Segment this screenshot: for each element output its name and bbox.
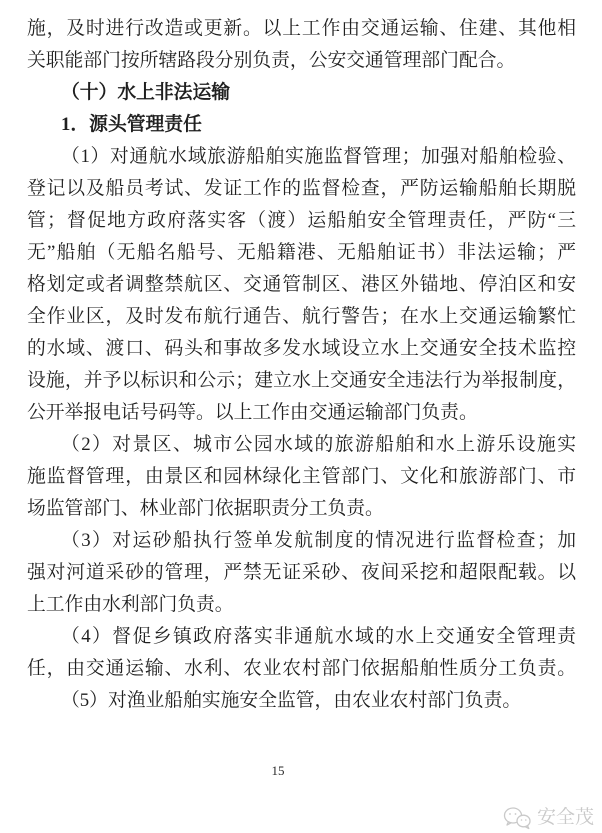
paragraph-line: 关职能部门按所辖路段分别负责，公安交通管理部门配合。 — [27, 50, 516, 71]
paragraph-line: 登记以及船员考试、发证工作的监督检查，严防运输船舶长期脱 — [27, 178, 576, 199]
paragraph-line: （3）对运砂船执行签单发航制度的情况进行监督检查；加 — [61, 530, 576, 551]
paragraph-line: 场监管部门、林业部门依据职责分工负责。 — [27, 498, 384, 519]
paragraph-line: 上工作由水利部门负责。 — [27, 594, 234, 615]
paragraph-line: 的水域、渡口、码头和事故多发水域设立水上交通安全技术监控 — [27, 338, 576, 359]
paragraph-line: 施监督管理，由景区和园林绿化主管部门、文化和旅游部门、市 — [27, 466, 576, 487]
document-body — [27, 13, 576, 717]
paragraph-line: 无”船舶（无船名船号、无船籍港、无船舶证书）非法运输；严 — [27, 242, 576, 263]
watermark-label: 安全茂 — [536, 807, 594, 828]
paragraph-line: 公开举报电话号码等。以上工作由交通运输部门负责。 — [27, 402, 478, 423]
section-heading: （十）水上非法运输 — [61, 82, 231, 103]
watermark — [502, 806, 594, 830]
paragraph-line: 施，及时进行改造或更新。以上工作由交通运输、住建、其他相 — [27, 18, 576, 39]
paragraph-line: 强对河道采砂的管理，严禁无证采砂、夜间采挖和超限配载。以 — [27, 562, 576, 583]
paragraph-line: 设施，并予以标识和公示；建立水上交通安全违法行为举报制度， — [27, 370, 576, 391]
paragraph-line: 任，由交通运输、水利、农业农村部门依据船舶性质分工负责。 — [27, 658, 576, 679]
paragraph-line: 格划定或者调整禁航区、交通管制区、港区外锚地、停泊区和安 — [27, 274, 576, 295]
paragraph-line: 全作业区，及时发布航行通告、航行警告；在水上交通运输繁忙 — [27, 306, 576, 327]
paragraph-line: （4）督促乡镇政府落实非通航水域的水上交通安全管理责 — [61, 626, 576, 647]
paragraph-line: （2）对景区、城市公园水域的旅游船舶和水上游乐设施实 — [61, 434, 576, 455]
paragraph-line: 管；督促地方政府落实客（渡）运船舶安全管理责任，严防“三 — [27, 210, 576, 231]
page-number: 15 — [271, 763, 285, 778]
subsection-heading: 1．源头管理责任 — [61, 114, 202, 135]
wechat-icon — [502, 806, 532, 830]
paragraph-line: （1）对通航水域旅游船舶实施监督管理；加强对船舶检验、 — [61, 146, 576, 167]
paragraph-line: （5）对渔业船舶实施安全监管，由农业农村部门负责。 — [61, 690, 522, 711]
